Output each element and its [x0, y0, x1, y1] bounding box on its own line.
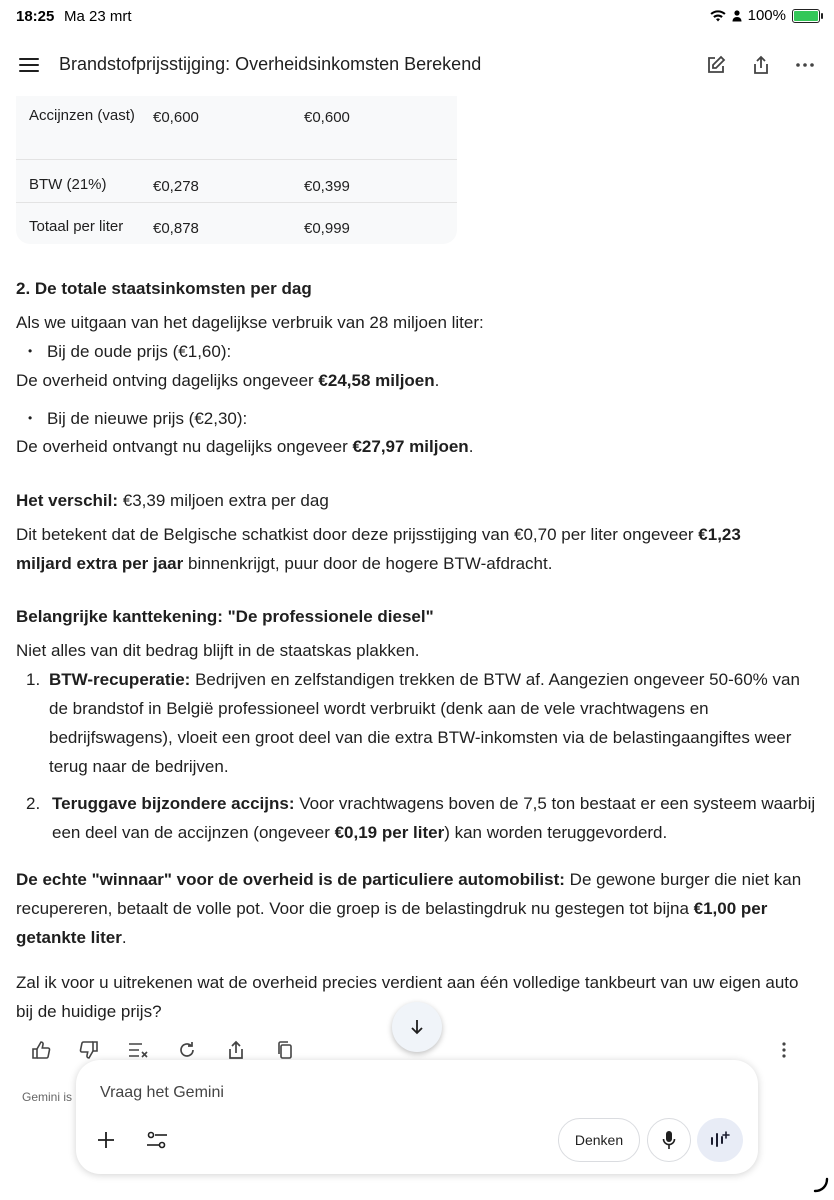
share-response-icon[interactable]: [224, 1038, 248, 1062]
bold-text: De echte "winnaar" voor de overheid is de particuliere automobilist:: [16, 870, 565, 889]
text: .: [121, 928, 127, 947]
new-price-amount: €27,97 miljoen: [352, 437, 469, 456]
list-number: 2.: [26, 794, 41, 813]
table-cell-label: Accijnzen (vast): [29, 107, 135, 124]
prompt-input[interactable]: Vraag het Gemini: [100, 1084, 224, 1101]
status-date: Ma 23 mrt: [64, 8, 132, 25]
battery-icon: [792, 9, 820, 23]
edit-icon[interactable]: [702, 51, 730, 79]
tools-icon[interactable]: [145, 1128, 169, 1152]
new-price-paragraph: De overheid ontvangt nu dagelijks ongeveer €27,97 miljoen.: [16, 437, 474, 456]
text: De overheid ontving dagelijks ongeveer: [16, 371, 319, 390]
microphone-button[interactable]: [647, 1118, 691, 1162]
table-cell-label: BTW (21%): [29, 176, 107, 193]
wifi-icon: [710, 10, 726, 22]
table-cell-old: €0,278: [153, 178, 199, 195]
caveat-heading: Belangrijke kanttekening: "De professionele diesel": [16, 607, 434, 626]
winner-line2: [16, 894, 820, 923]
winner-line3: [16, 923, 820, 952]
text: Dit betekent dat de Belgische schatkist door deze prijsstijging van €0,70 per liter ongeveer: [16, 525, 699, 544]
caveat-intro: Niet alles van dit bedrag blijft in de staatskas plakken.: [16, 641, 420, 660]
question-line2: bij de huidige prijs?: [16, 1002, 162, 1021]
bold-text: €0,19 per liter: [334, 823, 445, 842]
paragraph-intro: Als we uitgaan van het dagelijkse verbruik van 28 miljoen liter:: [16, 313, 484, 332]
scroll-down-button[interactable]: [392, 1002, 442, 1052]
bold-text: miljard extra per jaar: [16, 554, 184, 573]
text: Bedrijven en zelfstandigen trekken de BTW af. Aangezien ongeveer 50-60% van: [190, 670, 800, 689]
microphone-icon: [662, 1130, 676, 1150]
thinking-mode-button[interactable]: Denken: [558, 1118, 640, 1162]
list-item-2: [52, 789, 824, 818]
text: de brandstof in België professioneel wordt verbruikt (denk aan de vele vrachtwagens en: [49, 699, 709, 718]
difference-value: €3,39 miljoen extra per dag: [118, 491, 329, 510]
item-label: BTW-recuperatie:: [49, 670, 191, 689]
text: een deel van de accijnzen (ongeveer: [52, 823, 335, 842]
item-label: Teruggave bijzondere accijns:: [52, 794, 295, 813]
difference-line: [16, 486, 820, 515]
text: binnenkrijgt, puur door de hogere BTW-afdracht.: [183, 554, 553, 573]
arrow-down-icon: [410, 1019, 424, 1035]
question-line1: Zal ik voor u uitrekenen wat de overheid precies verdient aan één volledige tankbeurt van uw eigen auto: [16, 973, 799, 992]
text: Voor vrachtwagens boven de 7,5 ton bestaat er een systeem waarbij: [294, 794, 816, 813]
copy-icon[interactable]: [273, 1038, 297, 1062]
section-heading: 2. De totale staatsinkomsten per dag: [16, 279, 312, 298]
table-cell-old: €0,600: [153, 109, 199, 126]
text: recupereren, betaalt de volle pot. Voor die groep is de belastingdruk nu gestegen tot bijna: [16, 899, 694, 918]
more-options-icon[interactable]: [772, 1038, 796, 1062]
text: bedrijfswagens), vloeit een groot deel van die extra BTW-inkomsten via de belastingaangiftes weer: [49, 728, 792, 747]
battery-percent: 100%: [747, 7, 786, 24]
old-price-amount: €24,58 miljoen: [318, 371, 435, 390]
text: ) kan worden teruggevorderd.: [444, 823, 668, 842]
chat-title: Brandstofprijsstijging: Overheidsinkomsten Berekend: [59, 54, 482, 74]
old-price-label: Bij de oude prijs (€1,60):: [46, 342, 232, 361]
add-icon[interactable]: [94, 1128, 118, 1152]
text: terug naar de bedrijven.: [49, 757, 229, 776]
modify-response-icon[interactable]: [126, 1038, 150, 1062]
price-table: [16, 96, 457, 244]
bold-text: €1,23: [698, 525, 741, 544]
list-item-1: [49, 665, 824, 694]
yearly-paragraph-2: [16, 549, 820, 578]
status-time: 18:25: [16, 8, 55, 25]
text: De gewone burger die niet kan: [564, 870, 802, 889]
table-divider: [16, 159, 457, 160]
more-icon[interactable]: [791, 51, 819, 79]
text: De overheid ontvangt nu dagelijks ongeveer: [16, 437, 353, 456]
old-price-paragraph: De overheid ontving dagelijks ongeveer €24,58 miljoen.: [16, 371, 440, 390]
table-cell-new: €0,600: [304, 109, 350, 126]
table-cell-label: Totaal per liter: [29, 218, 124, 235]
table-cell-old: €0,878: [153, 220, 199, 237]
list-number: 1.: [26, 670, 41, 689]
menu-icon[interactable]: [15, 51, 43, 79]
table-cell-new: €0,999: [304, 220, 350, 237]
new-price-label: Bij de nieuwe prijs (€2,30):: [46, 409, 248, 428]
live-waveform-icon: [709, 1130, 731, 1150]
bold-text: getankte liter: [16, 928, 122, 947]
thumbs-down-icon[interactable]: [77, 1038, 101, 1062]
table-divider: [16, 202, 457, 203]
winner-line1: [16, 865, 820, 894]
share-icon[interactable]: [747, 51, 775, 79]
disclaimer-text: Gemini is: [22, 1090, 73, 1104]
status-right: [710, 7, 820, 24]
resize-handle-icon[interactable]: [812, 1176, 830, 1194]
regenerate-icon[interactable]: [175, 1038, 199, 1062]
difference-label: Het verschil:: [16, 491, 119, 510]
thumbs-up-icon[interactable]: [29, 1038, 53, 1062]
table-cell-new: €0,399: [304, 178, 350, 195]
list-item: • Bij de oude prijs (€1,60):: [28, 342, 232, 361]
yearly-paragraph: [16, 520, 820, 549]
status-bar: [0, 0, 834, 34]
list-item-2-line2: [52, 818, 824, 847]
live-mode-button[interactable]: [697, 1118, 743, 1162]
bold-text: €1,00 per: [693, 899, 768, 918]
list-item: • Bij de nieuwe prijs (€2,30):: [28, 409, 248, 428]
person-icon: [732, 10, 742, 22]
